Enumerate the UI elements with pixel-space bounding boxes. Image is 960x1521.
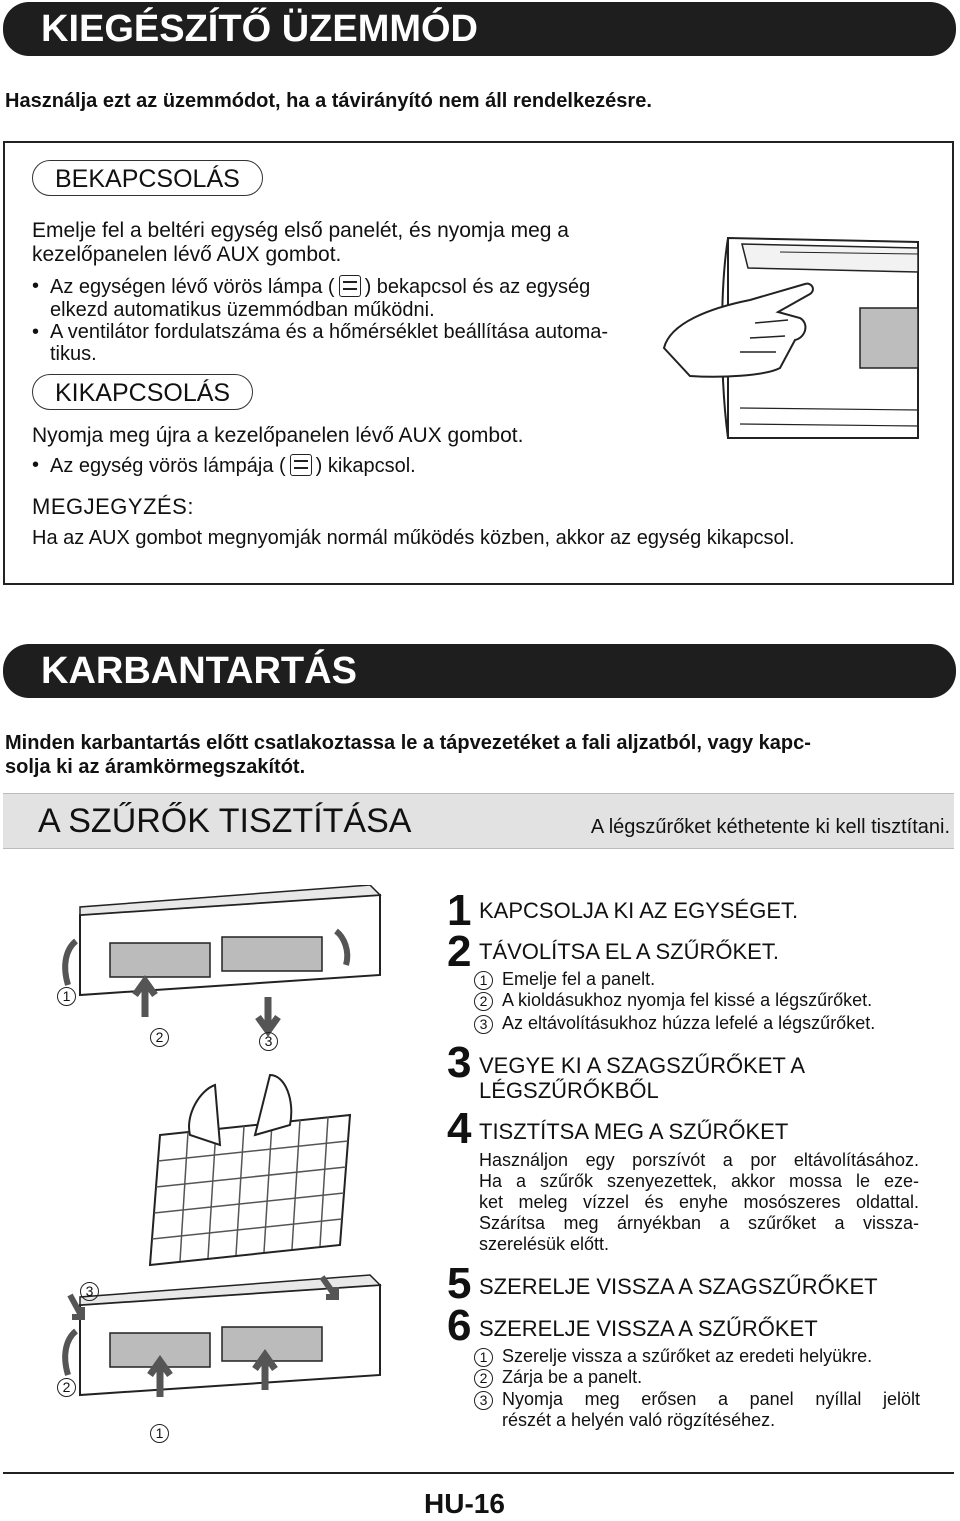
off-bullet-1-pre: Az egység vörös lámpája (: [50, 455, 286, 477]
maint-warning-line2: solja ki az áramkörmegszakítót.: [5, 756, 306, 778]
step-4-number: 4: [447, 1104, 472, 1153]
off-bullet-1-post: ) kikapcsol.: [315, 455, 416, 477]
on-bullet-1-post: ) bekapcsol és az egység: [364, 276, 591, 298]
note-text: Ha az AUX gombot megnyomják normál működés közben, akkor az egység kikapcsol.: [32, 527, 795, 549]
step-3-heading-line2: LÉGSZŰRŐKBŐL: [479, 1078, 659, 1103]
aux-intro: Használja ezt az üzemmódot, ha a távirányító nem áll rendelkezésre.: [5, 90, 652, 112]
step-3-heading-line1: VEGYE KI A SZAGSZŰRŐKET A: [479, 1053, 806, 1078]
figure-label-2-bottom: 2: [57, 1378, 76, 1397]
figure-label-3-bottom: 3: [80, 1282, 99, 1301]
maint-warning-line1: Minden karbantartás előtt csatlakoztassa le a tápvezetéket a fali aljzatból, vagy kapc-: [5, 732, 811, 754]
step-2-heading: TÁVOLÍTSA EL A SZŰRŐKET.: [479, 939, 779, 964]
on-bullet-1: [50, 275, 590, 298]
figure-label-3: 3: [259, 1032, 278, 1051]
step-2-sub-3: Az eltávolításukhoz húzza lefelé a légszűrőket.: [502, 1013, 876, 1033]
section-banner-maintenance: KARBANTARTÁS: [3, 644, 956, 698]
on-title-pill: BEKAPCSOLÁS: [32, 160, 263, 196]
step-2-number: 2: [447, 927, 472, 976]
step-6-sub-2-num: 2: [474, 1369, 493, 1388]
step-6-sub-3-line2: részét a helyén való rögzítéséhez.: [502, 1410, 776, 1430]
step-6-sub-1-num: 1: [474, 1348, 493, 1367]
off-title-pill: KIKAPCSOLÁS: [32, 374, 253, 410]
section-banner-aux-mode: KIEGÉSZÍTŐ ÜZEMMÓD: [3, 2, 956, 56]
step-1-number: 1: [447, 886, 472, 935]
on-bullet-1-pre: Az egységen lévő vörös lámpa (: [50, 276, 335, 298]
page-number: HU-16: [424, 1488, 505, 1519]
step-2-sub-2-num: 2: [474, 992, 493, 1011]
step-4-body-line2: Ha a szűrők szenyezettek, akkor mossa le eze-: [479, 1171, 919, 1191]
step-5-number: 5: [447, 1259, 472, 1308]
off-text: Nyomja meg újra a kezelőpanelen lévő AUX gombot.: [32, 424, 524, 447]
aux-button-illustration: [660, 228, 920, 448]
figure-label-1-bottom: 1: [150, 1424, 169, 1443]
filters-title: A SZŰRŐK TISZTÍTÁSA: [38, 802, 412, 840]
on-bullet-2-line2: tikus.: [50, 343, 97, 365]
lamp-icon: [339, 275, 361, 297]
step-6-number: 6: [447, 1301, 472, 1350]
step-6-heading: SZERELJE VISSZA A SZŰRŐKET: [479, 1316, 818, 1341]
figure-label-1: 1: [57, 987, 76, 1006]
step-2-sub-1: Emelje fel a panelt.: [502, 969, 656, 989]
step-4-body-line5: szerelésük előtt.: [479, 1234, 610, 1254]
on-bullet-2: • A ventilátor fordulatszáma és a hőmérséklet beállítása automa-: [50, 321, 608, 343]
bottom-rule: [3, 1472, 954, 1474]
off-bullet-1: [50, 454, 416, 477]
step-4-body-line4: Szárítsa meg árnyékban a szűrőket a vissza-: [479, 1213, 919, 1233]
lamp-icon: [290, 454, 312, 476]
step-4-body-line3: ket meleg vízzel és enyhe mosószeres oldattal.: [479, 1192, 919, 1212]
filters-frequency-note: A légszűrőket kéthetente ki kell tisztítani.: [590, 816, 950, 838]
step-2-sub-1-num: 1: [474, 971, 493, 990]
step-6-sub-1: Szerelje vissza a szűrőket az eredeti helyükre.: [502, 1346, 873, 1366]
step-2-sub-3-num: 3: [474, 1015, 493, 1034]
step-3-number: 3: [447, 1038, 472, 1087]
filter-removal-illustration: [40, 885, 400, 1445]
step-1-heading: KAPCSOLJA KI AZ EGYSÉGET.: [479, 898, 799, 923]
step-4-body-line1: Használjon egy porszívót a por eltávolításához.: [479, 1150, 919, 1170]
on-bullet-1-line2: elkezd automatikus üzemmódban működni.: [50, 299, 435, 321]
step-5-heading: SZERELJE VISSZA A SZAGSZŰRŐKET: [479, 1274, 878, 1299]
note-title: MEGJEGYZÉS:: [32, 494, 194, 519]
step-6-sub-3-num: 3: [474, 1391, 493, 1410]
on-text-line2: kezelőpanelen lévő AUX gombot.: [32, 243, 342, 266]
step-6-sub-3-line1: Nyomja meg erősen a panel nyíllal jelölt: [502, 1389, 920, 1409]
step-6-sub-2: Zárja be a panelt.: [502, 1367, 643, 1387]
step-4-body: [479, 1150, 919, 1255]
step-4-heading: TISZTÍTSA MEG A SZŰRŐKET: [479, 1119, 789, 1144]
figure-label-2: 2: [150, 1028, 169, 1047]
step-2-sub-2: A kioldásukhoz nyomja fel kissé a légszűrőket.: [502, 990, 873, 1010]
on-text-line1: Emelje fel a beltéri egység első panelét, és nyomja meg a: [32, 219, 569, 242]
